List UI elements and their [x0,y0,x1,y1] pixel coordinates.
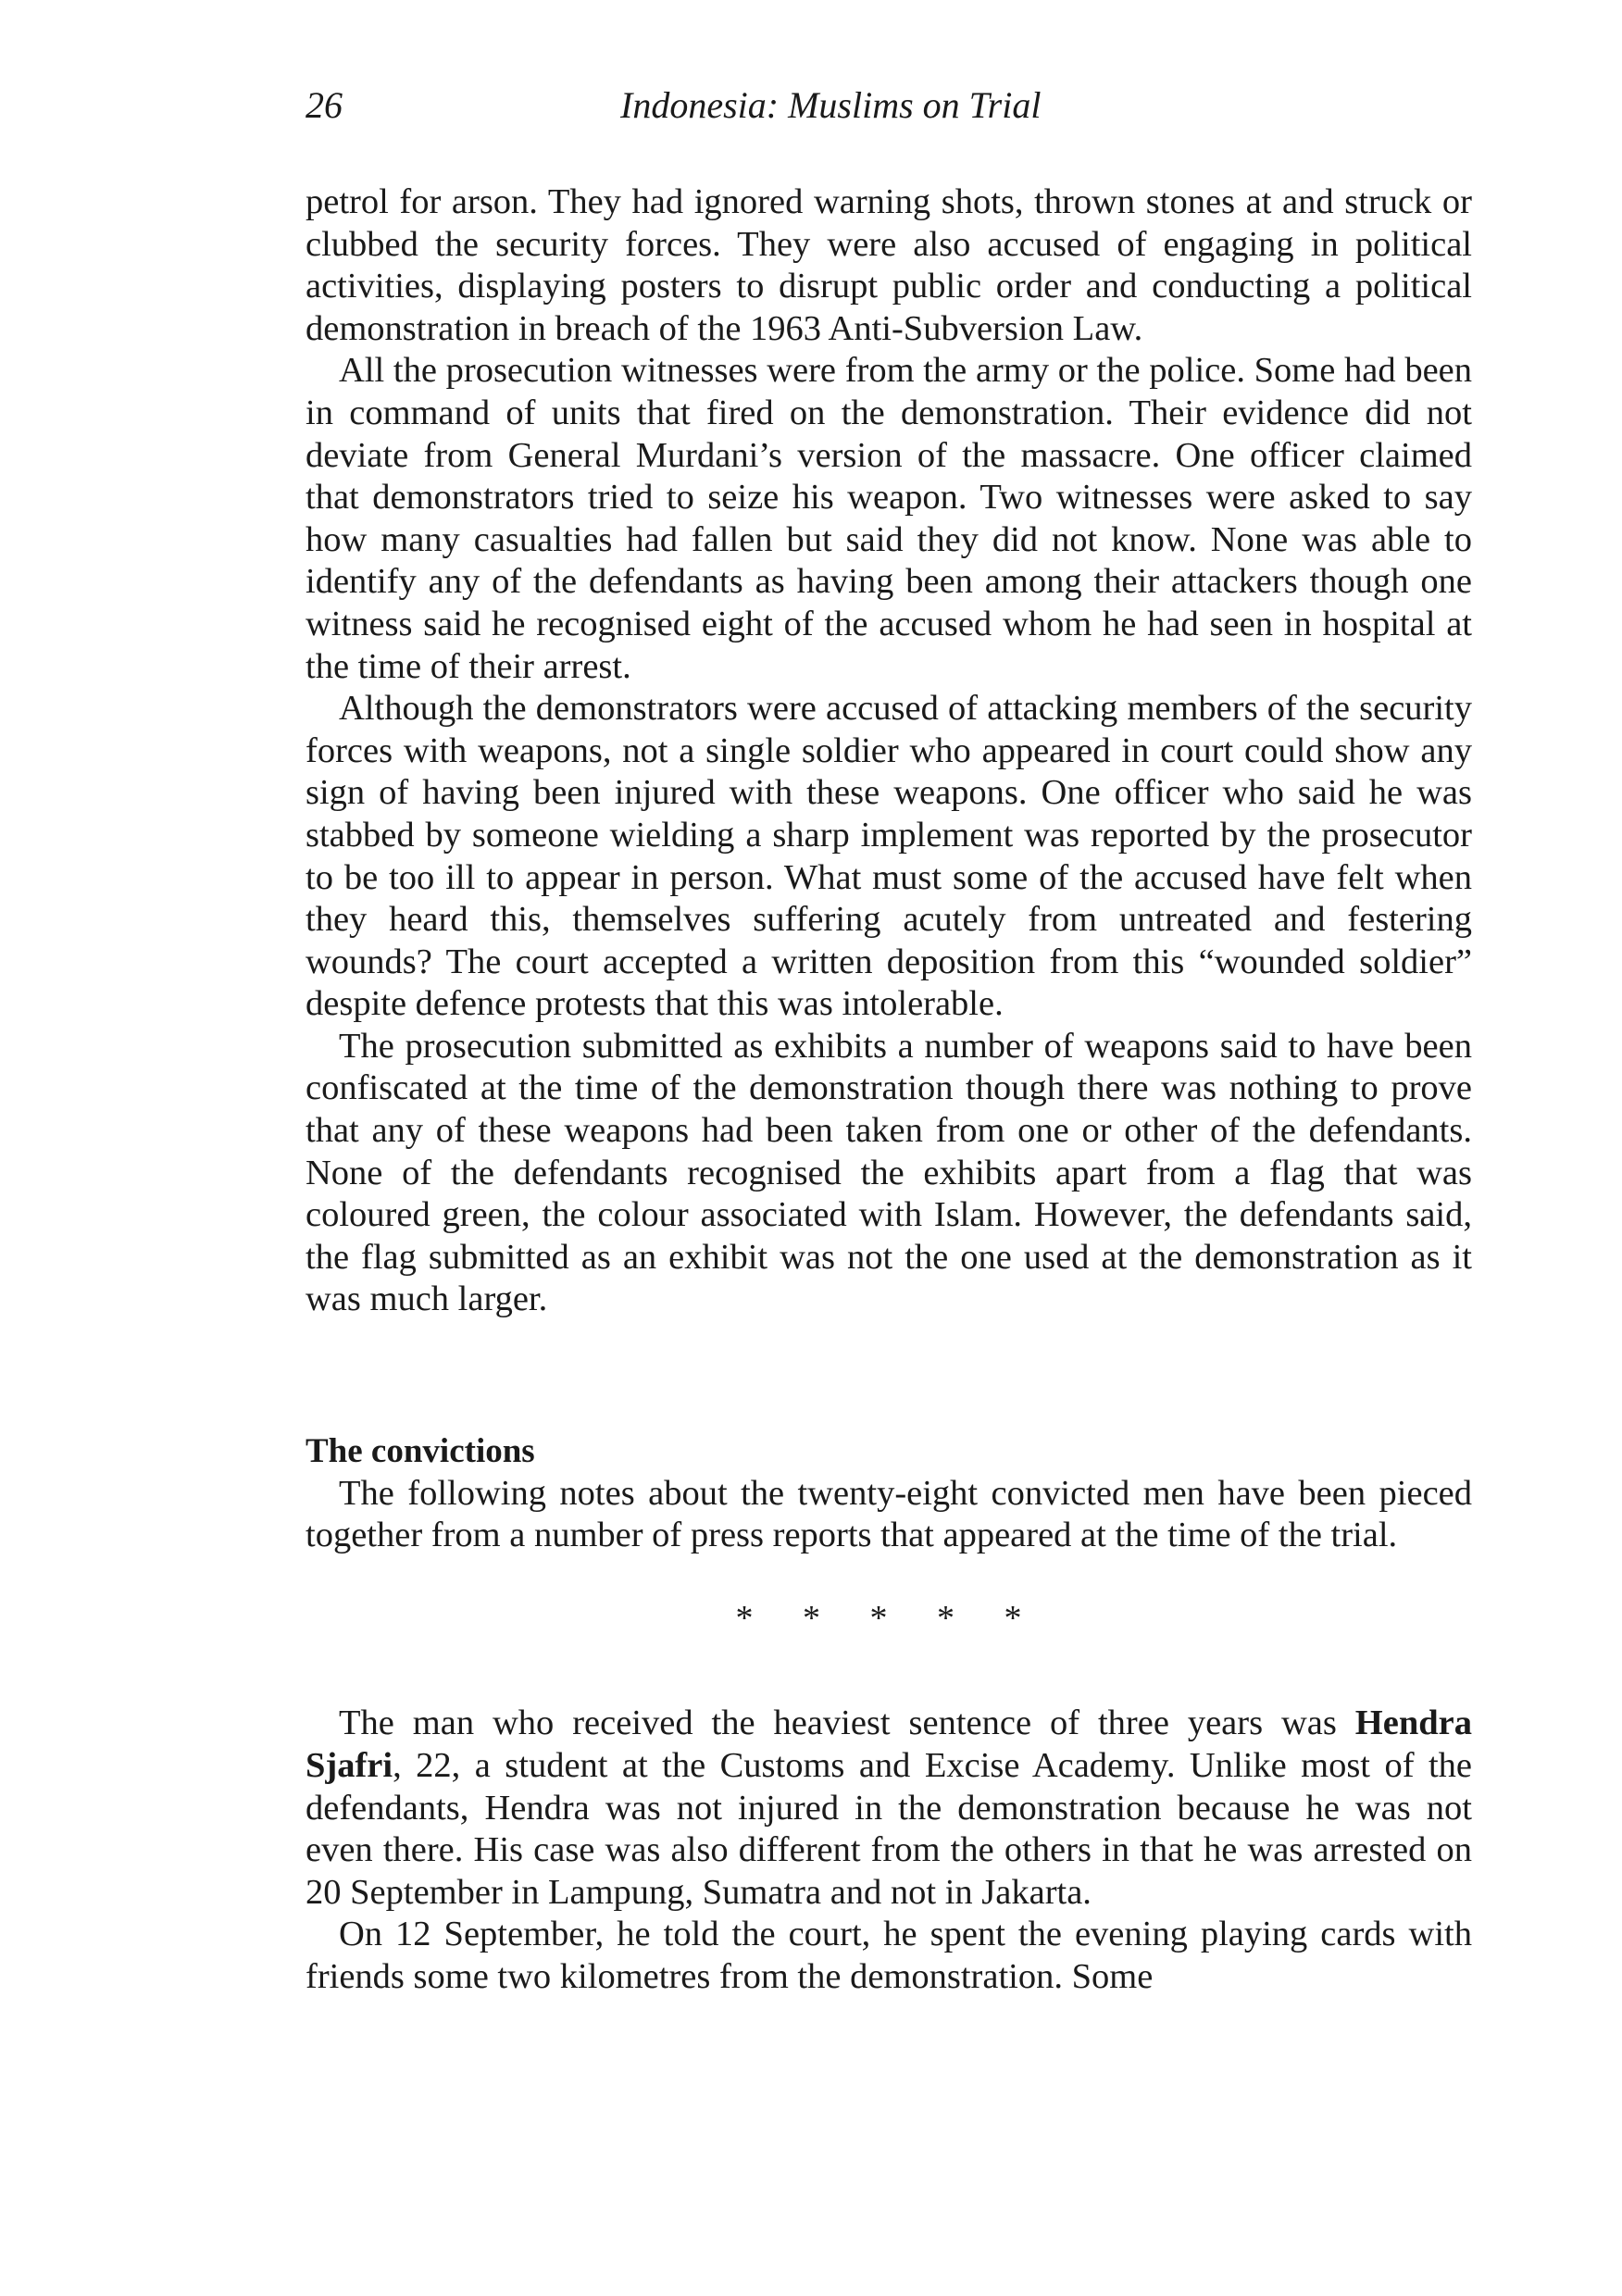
body-text [306,181,1472,1999]
paragraph-hendra-sjafri [306,1703,1472,1914]
page-number: 26 [306,84,343,126]
running-head [306,83,1472,139]
paragraph-convictions-intro: The following notes about the twenty-eight convicted men have been pieced together from a number of press reports that appeared at the time of the trial. [306,1473,1472,1555]
paragraph-witnesses: All the prosecution witnesses were from the army or the police. Some had been in command of units that fired on the demonstration. Their evidence did not deviate from General Murdani’s version of the massacre. One officer claimed that demonstrators tried to seize his weapon. Two witnesses were asked to say how many casualties had fallen but said they did not know. None was able to identify any of the defendants as having been among their attackers though one witness said he recognised eight of the accused whom he had seen in hospital at the time of their arrest. [306,351,1472,686]
document-page [306,83,1472,1999]
section-heading: The convictions [306,1432,535,1471]
running-title: Indonesia: Muslims on Trial [620,84,1042,126]
entry-text-before: The man who received the heaviest sentence of three years was [339,1703,1355,1743]
section-separator: * * * * * [735,1598,1042,1638]
entry-text-after: , 22, a student at the Customs and Excise Academy. Unlike most of the defendants, Hendra was not injured in the demonstration because he was not even there. His case was also different from the others in that he was arrested on 20 September in Lampung, Sumatra and not in Jakarta. [306,1746,1472,1912]
paragraph-weapons-injuries: Although the demonstrators were accused of attacking members of the security forces with weapons, not a single soldier who appeared in court could show any sign of having been injured with these weapons. One officer who said he was stabbed by someone wielding a sharp implement was reported by the prosecutor to be too ill to appear in person. What must some of the accused have felt when they heard this, themselves suffering acutely from untreated and festering wounds? The court accepted a written deposition from this “wounded soldier” despite defence protests that this was intolerable. [306,689,1472,1024]
paragraph-charges: petrol for arson. They had ignored warning shots, thrown stones at and struck or clubbed the security forces. They were also accused of engaging in political activities, displaying posters to disrupt public order and conducting a political demonstration in breach of the 1963 Anti-Subversion Law. [306,182,1472,348]
paragraph-alibi: On 12 September, he told the court, he spent the evening playing cards with friends some two kilometres from the demonstration. Some [306,1915,1472,1996]
paragraph-exhibits: The prosecution submitted as exhibits a number of weapons said to have been confiscated at the time of the demonstration though there was nothing to prove that any of these weapons had been taken from one or other of the defendants. None of the defendants recognised the exhibits apart from a flag that was coloured green, the colour associated with Islam. However, the defendants said, the flag submitted as an exhibit was not the one used at the demonstration as it was much larger. [306,1026,1472,1319]
defendant-name: Hendra Sjafri [306,1703,1472,1785]
